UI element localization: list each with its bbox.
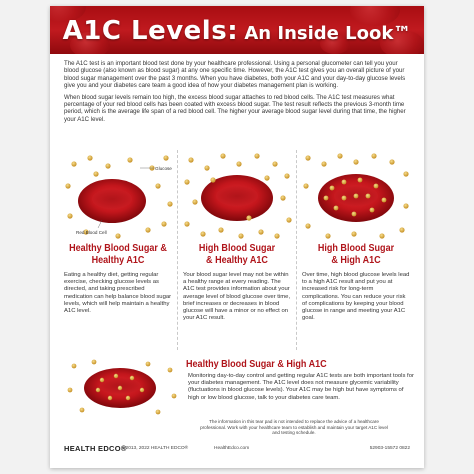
copyright: ©2013, 2022 HEALTH EDCO® bbox=[122, 446, 189, 451]
product-code: 52903-15572 0822 bbox=[369, 446, 410, 451]
panel-divider bbox=[296, 150, 297, 350]
red-blood-cell-illustration bbox=[60, 356, 184, 418]
red-blood-cell-illustration bbox=[298, 146, 414, 242]
panel-high-healthy bbox=[179, 146, 295, 354]
panel-title-line-1: Healthy Blood Sugar & bbox=[69, 242, 167, 254]
title-sub: An Inside Look™ bbox=[238, 23, 412, 44]
panel-title-line-2: Healthy A1C bbox=[91, 254, 145, 266]
intro-paragraph-2: When blood sugar levels remain too high, the excess blood sugar attaches to red blood cells. The A1C test measures what percentage of your red blood cells has been coated with excess blood sugar. The test result reflects the previous 3-month time period, which is the average life span of a red blood cell. The higher your average blood sugar level during that time, the higher your A1C level. bbox=[64, 93, 406, 123]
panel-title bbox=[306, 242, 406, 266]
website-link[interactable]: HealthEdco.com bbox=[214, 446, 250, 451]
comparison-panels bbox=[60, 146, 414, 354]
bottom-section bbox=[60, 356, 414, 418]
glucose-label: Glucose bbox=[155, 166, 172, 171]
red-blood-cell-illustration bbox=[60, 146, 176, 242]
panel-title-line-2: & Healthy A1C bbox=[206, 254, 268, 266]
panel-title-line-1: High Blood Sugar bbox=[198, 242, 276, 254]
panel-title bbox=[68, 242, 168, 266]
red-blood-cell-illustration bbox=[179, 146, 295, 242]
page-title bbox=[50, 16, 424, 46]
red-blood-cell-label: Red Blood Cell bbox=[76, 230, 107, 235]
panel-divider bbox=[177, 150, 178, 350]
footer bbox=[64, 444, 410, 456]
panel-body: Your blood sugar level may not be within a healthy range at every reading. The A1C test provides information about your average level of blood glucose over time, brief increases or decreases in blood glucose will have a minor or no effect on your A1C result. bbox=[183, 272, 291, 322]
panel-title-line-2: & High A1C bbox=[331, 254, 381, 266]
header-banner bbox=[50, 6, 424, 54]
panel-healthy-healthy bbox=[60, 146, 176, 354]
disclaimer: The information in this tear pad is not intended to replace the advice of a healthcare professional. Work with your healthcare team to establish and maintain your target A1C level and testing schedule. bbox=[200, 419, 388, 436]
bottom-title: Healthy Blood Sugar & High A1C bbox=[186, 358, 327, 370]
brand-logo: HEALTH EDCO® bbox=[64, 444, 127, 453]
handout-sheet bbox=[50, 6, 424, 468]
intro-paragraph-1: The A1C test is an important blood test done by your healthcare professional. Using a personal glucometer can tell you your blood glucose (also known as blood sugar) at any one specific time. However, the A1C test gives you an overall picture of your blood sugar management over the past 3 months. When you have diabetes, both your A1C and your day-to-day glucose levels give you and your diabetes care team a good idea of how your diabetes management plan is working. bbox=[64, 60, 406, 90]
intro-text bbox=[64, 60, 410, 127]
panel-title bbox=[187, 242, 287, 266]
panel-high-high bbox=[298, 146, 414, 354]
title-main: A1C Levels: bbox=[62, 16, 239, 46]
panel-body: Over time, high blood glucose levels lead to a high A1C result and put you at increased risk for long-term complications. You can reduce your risk of complications by keeping your blood glucose in range and meeting your A1C goal. bbox=[302, 272, 410, 322]
panel-body: Eating a healthy diet, getting regular exercise, checking glucose levels as directed, and taking prescribed medication can help balance blood sugar levels, which will help maintain a healthy A1C level. bbox=[64, 272, 172, 315]
bottom-body: Monitoring day-to-day control and getting regular A1C tests are both important tools for your diabetes management. The A1C level does not measure glycemic variability (fluctuations in blood glucose levels). Your A1C may be high but have symptoms of high or low blood glucose, talk to your diabetes care team. bbox=[188, 373, 414, 401]
panel-title-line-1: High Blood Sugar bbox=[317, 242, 395, 254]
